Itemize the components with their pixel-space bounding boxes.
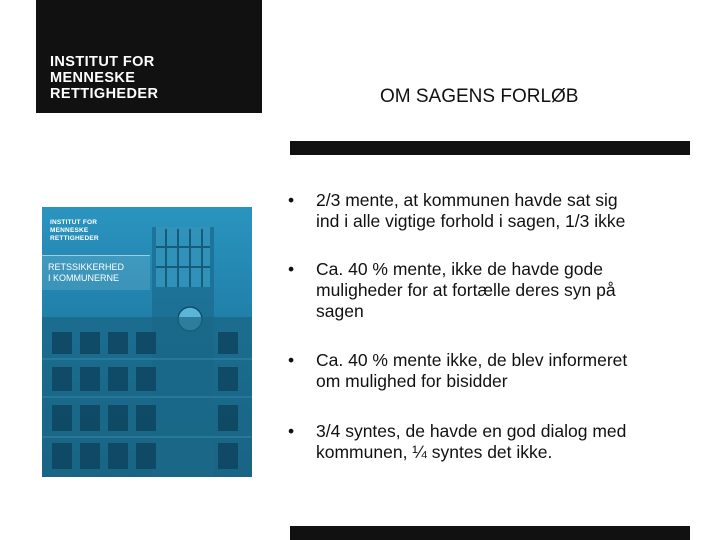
cover-title-line-1: RETSSIKKERHED [48, 262, 125, 272]
cover-title-box [42, 255, 150, 290]
bullet-item [288, 421, 698, 463]
top-divider-bar [290, 141, 690, 155]
bullet-marker: • [288, 259, 295, 279]
bullet-text-line: kommunen, ¼ syntes det ikke. [316, 442, 553, 462]
cover-brand [50, 219, 99, 243]
cover-title [48, 262, 124, 284]
cover-brand-line-2: MENNESKE [50, 227, 89, 234]
institute-logo [36, 0, 262, 113]
slide-title: OM SAGENS FORLØB [380, 86, 579, 107]
bullet-item [288, 259, 698, 322]
logo-text [50, 54, 158, 102]
bottom-divider-bar [290, 526, 690, 540]
logo-line-2: MENNESKE [50, 70, 136, 86]
cover-brand-line-3: RETTIGHEDER [50, 235, 99, 242]
cover-title-line-2: I KOMMUNERNE [48, 273, 120, 283]
bullet-text-line: muligheder for at fortælle deres syn på [316, 280, 616, 300]
bullet-text-line: Ca. 40 % mente, ikke de havde gode [316, 259, 603, 279]
bullet-text-line: 2/3 mente, at kommunen havde sat sig [316, 190, 618, 210]
bullet-text-line: ind i alle vigtige forhold i sagen, 1/3 ikke [316, 211, 626, 231]
bullet-item [288, 350, 698, 392]
report-cover-image [42, 207, 252, 477]
bullet-text-line: 3/4 syntes, de havde en god dialog med [316, 421, 627, 441]
bullet-marker: • [288, 190, 295, 210]
bullet-text-line: Ca. 40 % mente ikke, de blev informeret [316, 350, 628, 370]
bullet-item [288, 190, 698, 232]
bullet-list [288, 190, 698, 463]
bullet-text-line: om mulighed for bisidder [316, 371, 508, 391]
logo-line-3: RETTIGHEDER [50, 86, 159, 102]
bullet-marker: • [288, 350, 295, 370]
logo-line-1: INSTITUT FOR [50, 54, 155, 70]
cover-brand-line-1: INSTITUT FOR [50, 219, 98, 226]
building-illustration [42, 207, 252, 477]
bullet-text-line: sagen [316, 301, 364, 321]
bullet-marker: • [288, 421, 295, 441]
